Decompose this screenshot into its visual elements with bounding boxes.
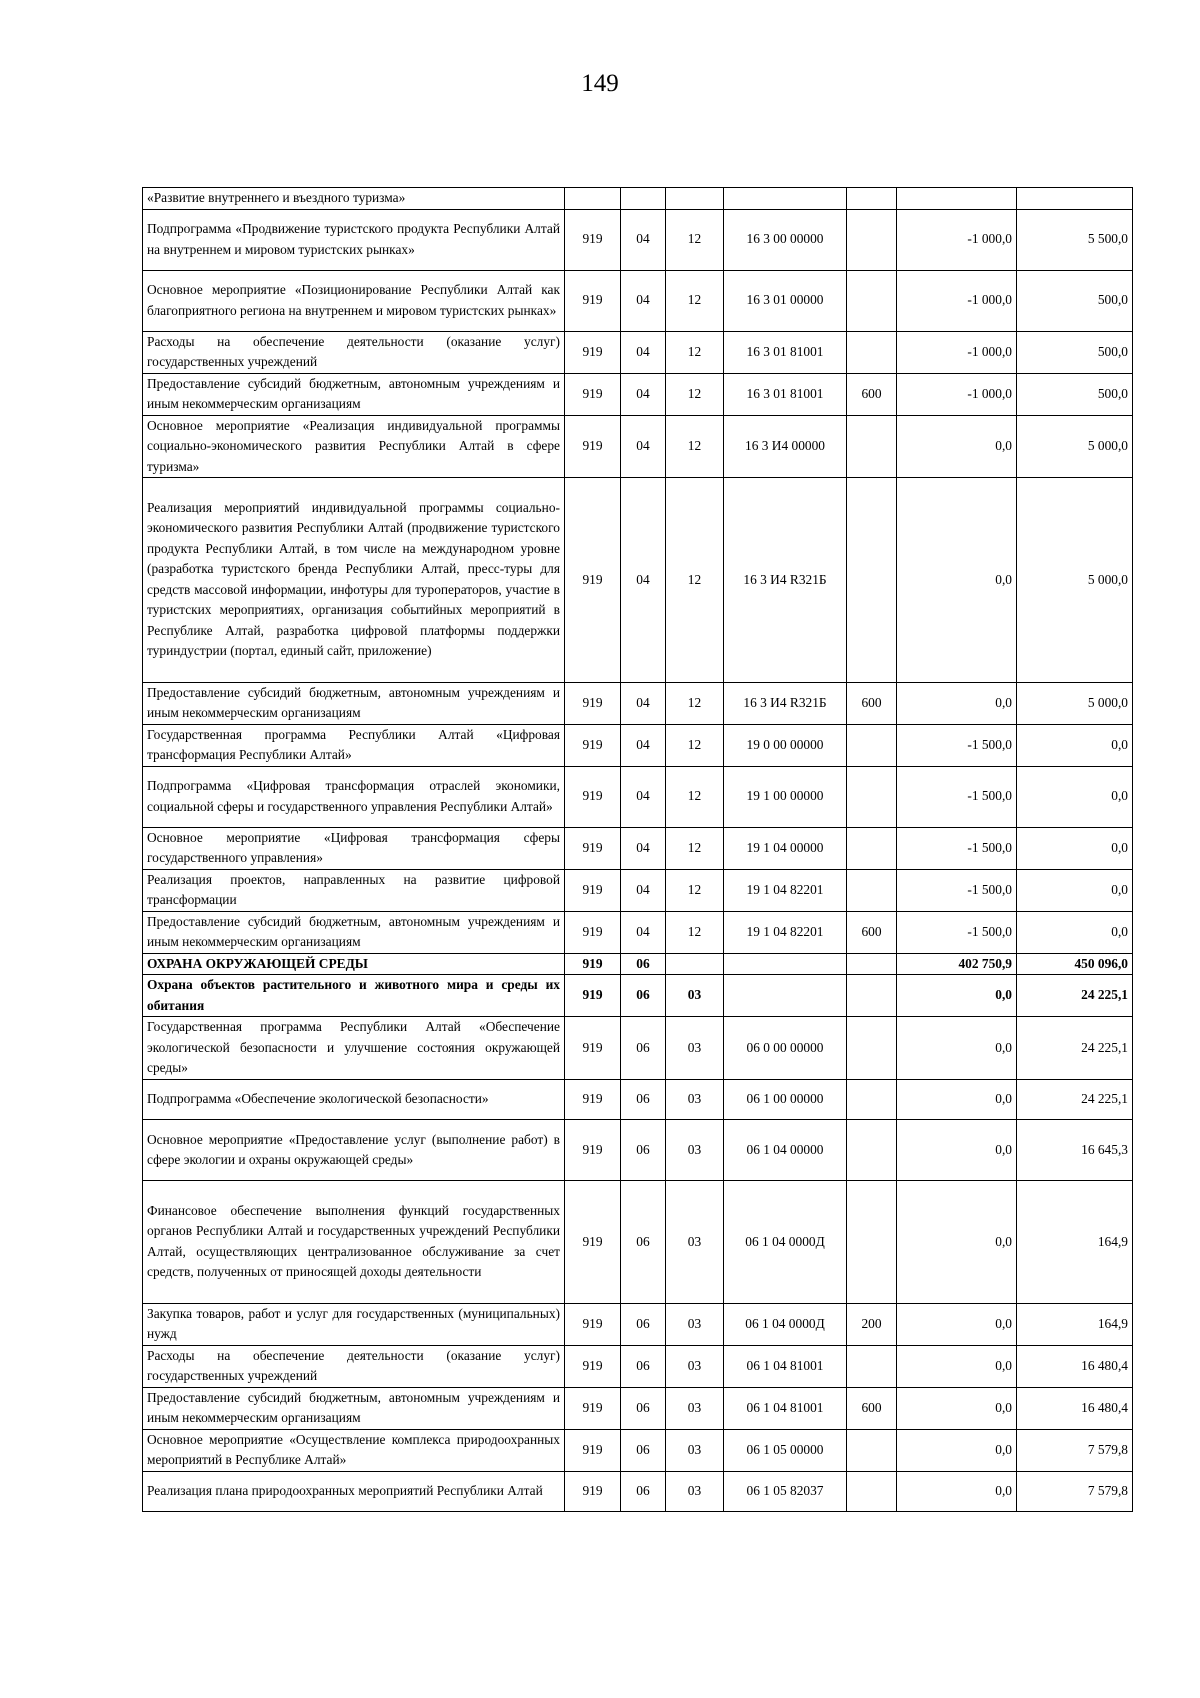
row-target-article: 06 1 04 00000 [724,1120,847,1181]
table-row [143,724,1133,766]
row-admin-code: 919 [565,724,621,766]
row-amount-change: 0,0 [897,1471,1017,1512]
row-subsection-code: 03 [666,1120,724,1181]
row-expense-type [847,1181,897,1304]
row-section-code: 04 [621,373,666,415]
row-admin-code: 919 [565,953,621,975]
row-expense-type [847,953,897,975]
row-subsection-code: 12 [666,766,724,827]
row-section-code: 06 [621,1387,666,1429]
row-name: Государственная программа Республики Алтай «Обеспечение экологической безопасности и улучшение состояния окружающей среды» [143,1017,565,1080]
row-name: Основное мероприятие «Цифровая трансформация сферы государственного управления» [143,827,565,869]
row-section-code: 04 [621,415,666,478]
table-row [143,1429,1133,1471]
row-expense-type: 600 [847,373,897,415]
row-subsection-code: 12 [666,478,724,683]
row-amount-change: 0,0 [897,1303,1017,1345]
row-name: Реализация проектов, направленных на развитие цифровой трансформации [143,869,565,911]
row-expense-type [847,1429,897,1471]
row-target-article: 16 3 01 81001 [724,331,847,373]
row-amount-total: 16 480,4 [1017,1345,1133,1387]
row-amount-change: 0,0 [897,1120,1017,1181]
row-amount-total: 5 000,0 [1017,415,1133,478]
row-name: «Развитие внутреннего и въездного туризма» [143,188,565,210]
page-number: 149 [581,70,619,97]
row-amount-total: 164,9 [1017,1303,1133,1345]
row-admin-code: 919 [565,1181,621,1304]
row-section-code: 04 [621,209,666,270]
row-target-article: 06 0 00 00000 [724,1017,847,1080]
row-amount-change: 0,0 [897,1429,1017,1471]
row-amount-total: 7 579,8 [1017,1429,1133,1471]
row-name: Подпрограмма «Обеспечение экологической безопасности» [143,1079,565,1120]
row-name: Подпрограмма «Продвижение туристского продукта Республики Алтай на внутреннем и мировом туристских рынках» [143,209,565,270]
row-target-article: 06 1 05 00000 [724,1429,847,1471]
row-subsection-code: 12 [666,270,724,331]
row-name: Основное мероприятие «Предоставление услуг (выполнение работ) в сфере экологии и охраны окружающей среды» [143,1120,565,1181]
row-amount-total: 500,0 [1017,373,1133,415]
row-amount-total: 5 500,0 [1017,209,1133,270]
table-row [143,1471,1133,1512]
row-name: Реализация мероприятий индивидуальной программы социально-экономического развития Республики Алтай (продвижение туристского продукта Республики Алтай, в том числе на международном уровне (разработка туристского бренда Республики Алтай, пресс-туры для средств массовой информации, инфотуры для туроператоров, участие в туристских мероприятиях, организация событийных мероприятий в Республике Алтай, разработка цифровой платформы поддержки туриндустрии (портал, единый сайт, приложение) [143,478,565,683]
row-section-code: 04 [621,827,666,869]
row-admin-code: 919 [565,331,621,373]
row-amount-total: 0,0 [1017,724,1133,766]
row-expense-type [847,724,897,766]
row-amount-total: 24 225,1 [1017,1079,1133,1120]
row-subsection-code: 12 [666,415,724,478]
table-row [143,827,1133,869]
row-name: Основное мероприятие «Реализация индивидуальной программы социально-экономического развития Республики Алтай в сфере туризма» [143,415,565,478]
table-row [143,1017,1133,1080]
row-amount-change: -1 500,0 [897,827,1017,869]
row-target-article: 06 1 04 0000Д [724,1303,847,1345]
row-admin-code: 919 [565,682,621,724]
row-amount-total: 0,0 [1017,827,1133,869]
table-row [143,270,1133,331]
row-amount-total: 164,9 [1017,1181,1133,1304]
row-amount-total: 500,0 [1017,270,1133,331]
row-section-code: 06 [621,1429,666,1471]
row-amount-change: -1 000,0 [897,373,1017,415]
row-admin-code: 919 [565,1079,621,1120]
row-section-code: 06 [621,975,666,1017]
table-row [143,331,1133,373]
row-subsection-code [666,188,724,210]
table-row [143,1181,1133,1304]
row-target-article: 06 1 04 81001 [724,1345,847,1387]
row-amount-change [897,188,1017,210]
row-amount-change: 402 750,9 [897,953,1017,975]
row-section-code: 04 [621,766,666,827]
row-expense-type [847,766,897,827]
row-section-code: 04 [621,911,666,953]
row-admin-code: 919 [565,1387,621,1429]
row-subsection-code [666,953,724,975]
row-admin-code: 919 [565,1120,621,1181]
row-section-code: 06 [621,1079,666,1120]
row-expense-type [847,1471,897,1512]
row-expense-type [847,478,897,683]
row-section-code: 06 [621,1181,666,1304]
row-amount-total: 500,0 [1017,331,1133,373]
row-expense-type: 200 [847,1303,897,1345]
row-amount-total: 0,0 [1017,766,1133,827]
table-row [143,911,1133,953]
table-row [143,1079,1133,1120]
row-expense-type [847,975,897,1017]
budget-table-body [143,188,1133,1512]
row-subsection-code: 12 [666,209,724,270]
table-row [143,869,1133,911]
row-section-code: 04 [621,478,666,683]
row-amount-total: 16 645,3 [1017,1120,1133,1181]
row-admin-code: 919 [565,478,621,683]
row-amount-change: -1 000,0 [897,209,1017,270]
row-amount-change: 0,0 [897,975,1017,1017]
table-row [143,1387,1133,1429]
row-section-code: 06 [621,1017,666,1080]
row-subsection-code: 03 [666,1345,724,1387]
row-amount-change: 0,0 [897,1181,1017,1304]
row-section-code: 06 [621,1345,666,1387]
row-admin-code: 919 [565,209,621,270]
row-target-article [724,975,847,1017]
row-target-article: 19 1 00 00000 [724,766,847,827]
row-target-article: 19 0 00 00000 [724,724,847,766]
row-expense-type [847,827,897,869]
row-section-code: 06 [621,953,666,975]
row-amount-change: -1 500,0 [897,911,1017,953]
row-amount-total [1017,188,1133,210]
row-amount-total: 7 579,8 [1017,1471,1133,1512]
row-subsection-code: 12 [666,331,724,373]
row-expense-type [847,270,897,331]
row-amount-change: 0,0 [897,682,1017,724]
table-row [143,1345,1133,1387]
row-name: Основное мероприятие «Позиционирование Республики Алтай как благоприятного региона на внутреннем и мировом туристских рынках» [143,270,565,331]
row-amount-change: 0,0 [897,1345,1017,1387]
row-subsection-code: 12 [666,373,724,415]
row-name: Подпрограмма «Цифровая трансформация отраслей экономики, социальной сферы и государственного управления Республики Алтай» [143,766,565,827]
row-amount-total: 0,0 [1017,869,1133,911]
row-admin-code: 919 [565,869,621,911]
row-expense-type [847,415,897,478]
row-amount-change: -1 500,0 [897,869,1017,911]
row-section-code: 04 [621,682,666,724]
row-target-article [724,188,847,210]
table-row [143,209,1133,270]
row-target-article: 16 3 01 81001 [724,373,847,415]
row-admin-code: 919 [565,415,621,478]
table-row [143,415,1133,478]
row-expense-type [847,1017,897,1080]
row-admin-code: 919 [565,1471,621,1512]
row-name: ОХРАНА ОКРУЖАЮЩЕЙ СРЕДЫ [143,953,565,975]
table-row [143,766,1133,827]
row-admin-code: 919 [565,766,621,827]
row-amount-change: 0,0 [897,1017,1017,1080]
row-name: Предоставление субсидий бюджетным, автономным учреждениям и иным некоммерческим организациям [143,682,565,724]
row-target-article: 16 3 И4 00000 [724,415,847,478]
row-amount-change: 0,0 [897,1079,1017,1120]
row-amount-total: 450 096,0 [1017,953,1133,975]
row-expense-type [847,188,897,210]
table-row [143,682,1133,724]
table-row [143,188,1133,210]
row-target-article: 06 1 04 81001 [724,1387,847,1429]
row-target-article: 06 1 00 00000 [724,1079,847,1120]
row-expense-type [847,209,897,270]
row-amount-total: 5 000,0 [1017,682,1133,724]
row-admin-code: 919 [565,1303,621,1345]
row-section-code: 06 [621,1471,666,1512]
row-name: Предоставление субсидий бюджетным, автономным учреждениям и иным некоммерческим организациям [143,911,565,953]
row-section-code: 04 [621,869,666,911]
row-subsection-code: 12 [666,911,724,953]
row-admin-code: 919 [565,1345,621,1387]
row-name: Предоставление субсидий бюджетным, автономным учреждениям и иным некоммерческим организациям [143,373,565,415]
row-target-article: 19 1 04 82201 [724,869,847,911]
row-subsection-code: 12 [666,724,724,766]
row-name: Расходы на обеспечение деятельности (оказание услуг) государственных учреждений [143,331,565,373]
row-target-article: 16 3 И4 R321Б [724,682,847,724]
row-subsection-code: 03 [666,1017,724,1080]
row-section-code [621,188,666,210]
row-name: Государственная программа Республики Алтай «Цифровая трансформация Республики Алтай» [143,724,565,766]
row-admin-code [565,188,621,210]
row-name: Финансовое обеспечение выполнения функций государственных органов Республики Алтай и государственных учреждений Республики Алтай, осуществляющих централизованное обслуживание за счет средств, полученных от приносящей доходы деятельности [143,1181,565,1304]
row-admin-code: 919 [565,270,621,331]
row-subsection-code: 03 [666,1387,724,1429]
row-expense-type: 600 [847,1387,897,1429]
row-target-article: 19 1 04 00000 [724,827,847,869]
row-target-article: 16 3 00 00000 [724,209,847,270]
row-section-code: 06 [621,1120,666,1181]
row-amount-change: -1 500,0 [897,766,1017,827]
row-target-article [724,953,847,975]
row-section-code: 04 [621,270,666,331]
row-amount-total: 0,0 [1017,911,1133,953]
row-subsection-code: 03 [666,1303,724,1345]
row-section-code: 04 [621,724,666,766]
row-target-article: 19 1 04 82201 [724,911,847,953]
row-amount-total: 24 225,1 [1017,975,1133,1017]
row-amount-change: 0,0 [897,1387,1017,1429]
row-amount-change: -1 500,0 [897,724,1017,766]
row-expense-type [847,1345,897,1387]
row-expense-type [847,1120,897,1181]
row-admin-code: 919 [565,975,621,1017]
row-amount-total: 16 480,4 [1017,1387,1133,1429]
row-name: Предоставление субсидий бюджетным, автономным учреждениям и иным некоммерческим организациям [143,1387,565,1429]
row-subsection-code: 03 [666,1079,724,1120]
table-row [143,953,1133,975]
row-expense-type [847,331,897,373]
row-expense-type [847,1079,897,1120]
row-subsection-code: 03 [666,1181,724,1304]
row-expense-type: 600 [847,911,897,953]
table-row [143,373,1133,415]
row-subsection-code: 03 [666,1429,724,1471]
row-target-article: 06 1 04 0000Д [724,1181,847,1304]
row-admin-code: 919 [565,1017,621,1080]
row-target-article: 16 3 И4 R321Б [724,478,847,683]
row-amount-total: 24 225,1 [1017,1017,1133,1080]
table-row [143,1120,1133,1181]
row-name: Основное мероприятие «Осуществление комплекса природоохранных мероприятий в Республике Алтай» [143,1429,565,1471]
row-subsection-code: 12 [666,869,724,911]
row-name: Охрана объектов растительного и животного мира и среды их обитания [143,975,565,1017]
row-subsection-code: 03 [666,975,724,1017]
row-admin-code: 919 [565,911,621,953]
row-target-article: 16 3 01 00000 [724,270,847,331]
row-subsection-code: 12 [666,827,724,869]
row-expense-type [847,869,897,911]
row-target-article: 06 1 05 82037 [724,1471,847,1512]
table-row [143,1303,1133,1345]
row-amount-change: -1 000,0 [897,331,1017,373]
row-subsection-code: 12 [666,682,724,724]
row-name: Закупка товаров, работ и услуг для государственных (муниципальных) нужд [143,1303,565,1345]
row-admin-code: 919 [565,1429,621,1471]
row-name: Расходы на обеспечение деятельности (оказание услуг) государственных учреждений [143,1345,565,1387]
table-row [143,975,1133,1017]
row-admin-code: 919 [565,373,621,415]
row-section-code: 04 [621,331,666,373]
row-amount-change: 0,0 [897,478,1017,683]
row-name: Реализация плана природоохранных мероприятий Республики Алтай [143,1471,565,1512]
budget-table [142,187,1133,1512]
row-amount-total: 5 000,0 [1017,478,1133,683]
row-amount-change: -1 000,0 [897,270,1017,331]
row-expense-type: 600 [847,682,897,724]
table-row [143,478,1133,683]
row-admin-code: 919 [565,827,621,869]
row-subsection-code: 03 [666,1471,724,1512]
row-amount-change: 0,0 [897,415,1017,478]
row-section-code: 06 [621,1303,666,1345]
